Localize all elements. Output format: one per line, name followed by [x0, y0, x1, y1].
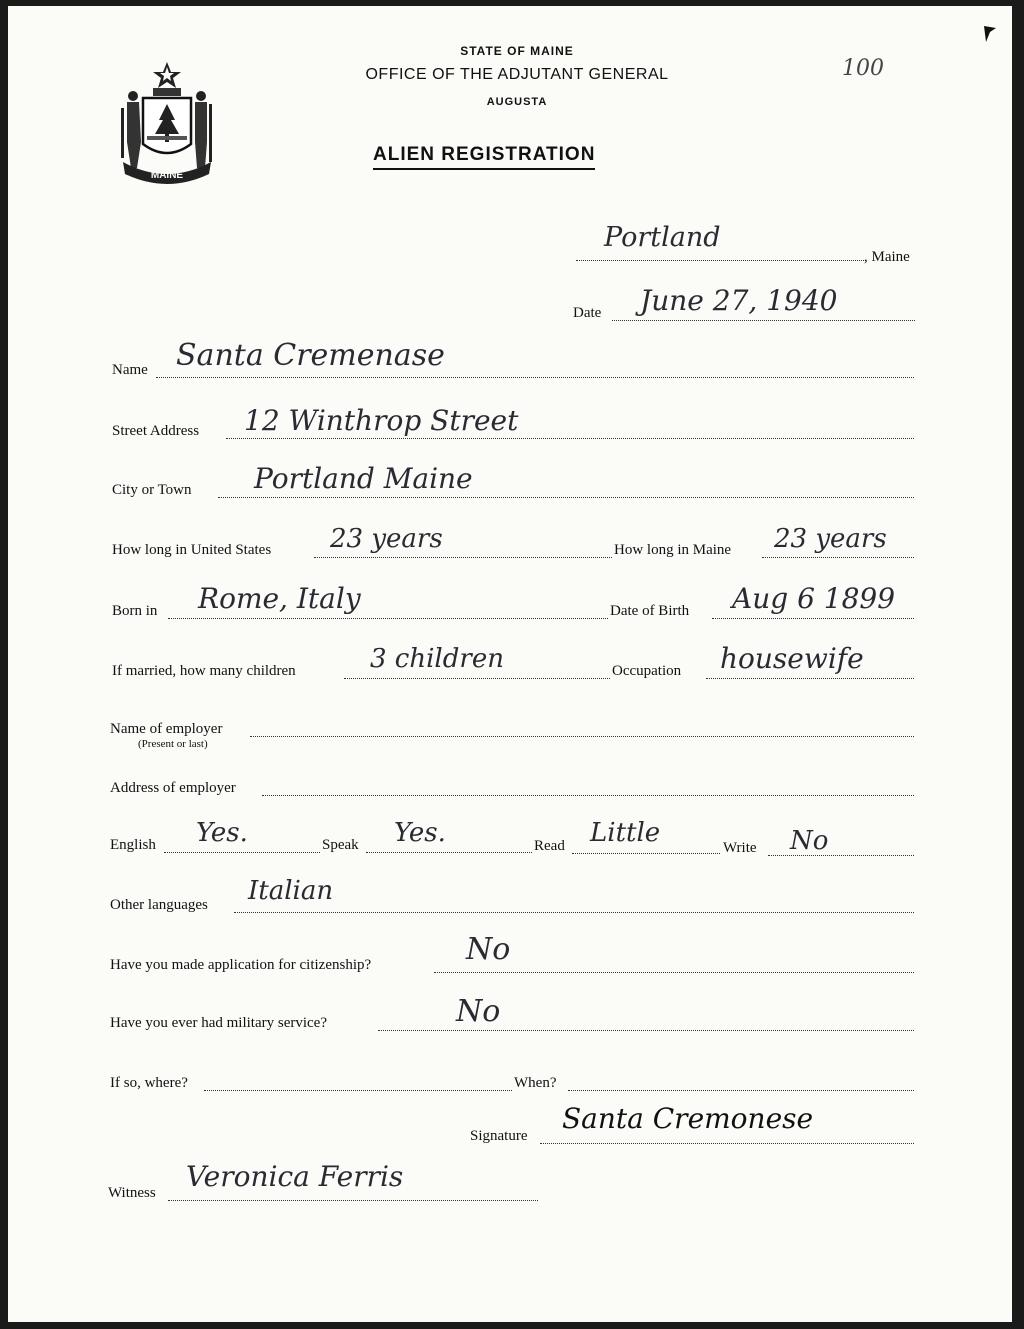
location-city-value: Portland [604, 222, 721, 253]
years-us-line [314, 557, 612, 558]
write-label: Write [723, 840, 757, 856]
read-line [572, 853, 720, 854]
years-maine-value: 23 years [774, 524, 887, 554]
name-line [156, 377, 914, 378]
years-maine-label: How long in Maine [614, 542, 732, 558]
military-line [378, 1030, 914, 1031]
employer-line [250, 736, 914, 737]
witness-line [168, 1200, 538, 1201]
military-value: No [456, 994, 501, 1029]
svg-text:MAINE: MAINE [150, 170, 184, 181]
witness-label: Witness [108, 1185, 156, 1201]
street-label: Street Address [112, 423, 200, 439]
employer-sublabel: (Present or last) [138, 738, 208, 750]
city-line [218, 497, 914, 498]
location-suffix: , Maine [864, 249, 910, 265]
date-line [612, 320, 915, 321]
location-line [576, 260, 866, 261]
children-label: If married, how many children [112, 663, 296, 679]
form-title: ALIEN REGISTRATION [373, 144, 595, 170]
dob-line [712, 618, 914, 619]
occupation-line [706, 678, 914, 679]
when-line [568, 1090, 914, 1091]
employer-address-label: Address of employer [110, 780, 236, 796]
state-heading: STATE OF MAINE [460, 44, 574, 58]
occupation-value: housewife [720, 642, 864, 675]
signature-line [540, 1143, 914, 1144]
city-value: Portland Maine [254, 462, 473, 495]
years-maine-line [762, 557, 914, 558]
write-value: No [790, 826, 829, 856]
street-line [226, 438, 914, 439]
where-label: If so, where? [110, 1075, 188, 1091]
page-number-annotation: 100 [842, 56, 884, 81]
born-in-value: Rome, Italy [198, 582, 361, 615]
city-label: City or Town [112, 482, 192, 498]
signature-value: Santa Cremonese [562, 1102, 814, 1135]
name-label: Name [112, 362, 148, 378]
english-label: English [110, 837, 156, 853]
citizenship-label: Have you made application for citizenship? [110, 957, 372, 973]
speak-line [366, 852, 532, 853]
years-us-value: 23 years [330, 524, 443, 554]
occupation-label: Occupation [612, 663, 682, 679]
citizenship-line [434, 972, 914, 973]
read-label: Read [534, 838, 565, 854]
street-value: 12 Winthrop Street [244, 404, 519, 437]
date-value: June 27, 1940 [640, 284, 838, 317]
other-languages-value: Italian [248, 876, 334, 906]
english-value: Yes. [196, 818, 248, 848]
office-heading: OFFICE OF THE ADJUTANT GENERAL [365, 66, 669, 83]
employer-label: Name of employer [110, 721, 223, 737]
other-languages-line [234, 912, 914, 913]
witness-value: Veronica Ferris [186, 1160, 404, 1193]
children-value: 3 children [370, 644, 504, 674]
born-in-line [168, 618, 608, 619]
dob-label: Date of Birth [610, 603, 690, 619]
english-line [164, 852, 320, 853]
read-value: Little [590, 818, 661, 848]
military-label: Have you ever had military service? [110, 1015, 327, 1031]
years-us-label: How long in United States [112, 542, 272, 558]
date-label: Date [573, 305, 602, 321]
name-value: Santa Cremenase [176, 338, 445, 373]
citizenship-value: No [466, 932, 511, 967]
speak-value: Yes. [394, 818, 446, 848]
corner-mark [982, 24, 998, 44]
dob-value: Aug 6 1899 [732, 582, 896, 615]
speak-label: Speak [322, 837, 359, 853]
other-languages-label: Other languages [110, 897, 208, 913]
signature-label: Signature [470, 1128, 528, 1144]
where-line [204, 1090, 512, 1091]
city-heading: AUGUSTA [486, 96, 548, 108]
when-label: When? [514, 1075, 557, 1091]
children-line [344, 678, 610, 679]
born-in-label: Born in [112, 603, 158, 619]
employer-address-line [262, 795, 914, 796]
